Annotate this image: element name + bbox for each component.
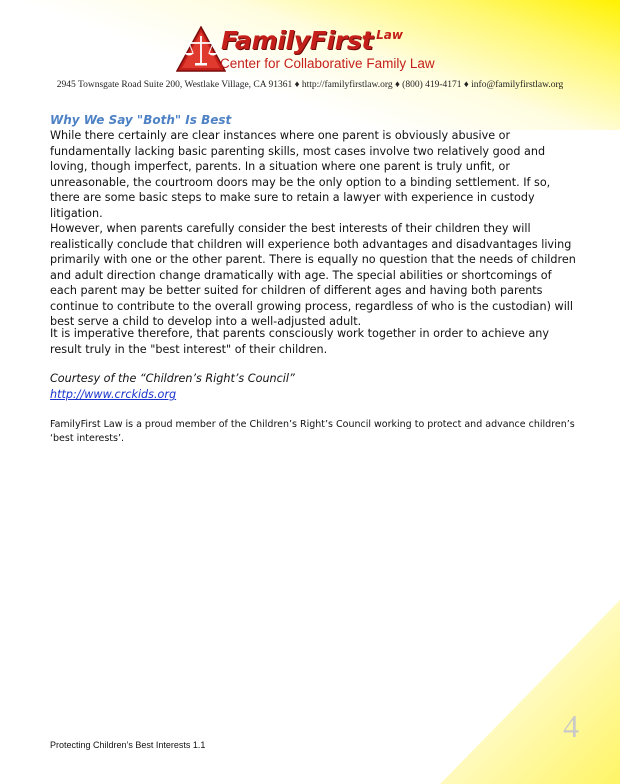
paragraph-3: It is imperative therefore, that parents consciously work together in order to achieve any result truly in the "best interest" of their children. — [50, 327, 550, 356]
paragraph-2: However, when parents carefully consider the best interests of their children they will realistically conclude that children will experience both advantages and disadvantages living primarily with one or the other parent. There is equally no question that the needs of children and adult direction change dramatically with age. The special abilities or shortcomings of each parent may be better suited for children of different ages and having both parents continue to contribute to the overall growing process, regardless of who is the custodian) will best serve a child to develop into a well-adjusted adult. — [50, 222, 576, 328]
paragraph-1: While there certainly are clear instances where one parent is obviously abusive or fundamentally lacking basic parenting skills, most cases involve two relatively good and loving, though imperfect, parents. In a situation where one parent is truly unfit, or unreasonable, the courtroom doors may be the only option to a binding settlement. If so, there are some basic steps to make sure to retain a lawyer with experience in custody litigation. — [50, 129, 551, 220]
logo — [176, 26, 446, 74]
brand-text: FamilyFirst — [221, 26, 374, 55]
corner-decoration — [440, 600, 620, 784]
address-line: 2945 Townsgate Road Suite 200, Westlake Village, CA 91361 ♦ http://familyfirstlaw.org ♦ (800) 419-4171 ♦ info@familyfirstlaw.org — [56, 80, 564, 90]
section-title: Why We Say "Both" Is Best — [50, 113, 232, 127]
membership-note: FamilyFirst Law is a proud member of the Children’s Right’s Council working to protect and advance children’s ‘best interests’. — [50, 419, 575, 444]
brand-superscript: Law — [376, 28, 403, 42]
courtesy-credit: Courtesy of the “Children’s Right’s Council” — [50, 372, 295, 385]
tagline: Center for Collaborative Family Law — [220, 56, 435, 71]
footer-doc-title: Protecting Children’s Best Interests 1.1 — [50, 740, 206, 750]
page-number: 4 — [563, 708, 579, 744]
scales-of-justice-icon — [176, 26, 226, 72]
crckids-link[interactable]: http://www.crckids.org — [50, 388, 177, 401]
brand-name — [221, 26, 403, 55]
